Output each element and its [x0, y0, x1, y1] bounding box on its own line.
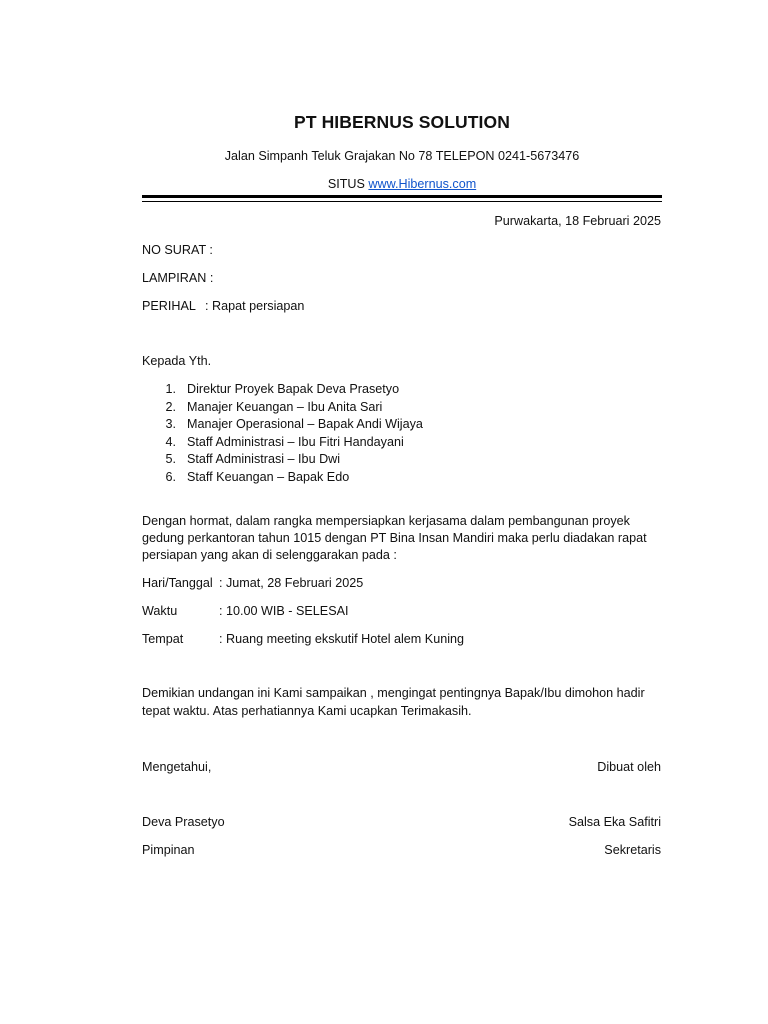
recipient-list — [142, 381, 423, 486]
waktu-value: : 10.00 WIB - SELESAI — [219, 604, 349, 618]
list-number: 5. — [165, 452, 176, 466]
lampiran: LAMPIRAN : — [142, 271, 214, 285]
list-text: Direktur Proyek Bapak Deva Prasetyo — [187, 382, 400, 396]
perihal-value: : Rapat persiapan — [205, 299, 305, 313]
list-item — [142, 469, 423, 487]
header-rule-thin — [142, 201, 662, 202]
list-number: 6. — [165, 469, 176, 484]
tempat-value: : Ruang meeting ekskutif Hotel alem Kuning — [219, 632, 465, 646]
list-text: Staff Administrasi – Ibu Dwi — [187, 452, 341, 466]
list-item — [142, 381, 423, 399]
signature-left-heading: Mengetahui, — [142, 760, 212, 774]
company-name: PT HIBERNUS SOLUTION — [294, 112, 510, 132]
body-line-1: Dengan hormat, dalam rangka mempersiapkan kerjasama dalam pembangunan proyek — [142, 514, 630, 528]
list-item — [142, 416, 423, 434]
body-line-3: persiapan yang akan di selenggarakan pada : — [142, 548, 397, 562]
greeting: Kepada Yth. — [142, 354, 212, 368]
list-text: Manajer Keuangan – Ibu Anita Sari — [187, 399, 383, 414]
perihal-label: PERIHAL — [142, 299, 196, 313]
list-text: Staff Keuangan – Bapak Edo — [187, 469, 350, 484]
header-rule-thick — [142, 195, 662, 198]
hari-value: : Jumat, 28 Februari 2025 — [219, 576, 364, 590]
hari-label: Hari/Tanggal — [142, 576, 213, 590]
list-text: Manajer Operasional – Bapak Andi Wijaya — [187, 417, 423, 431]
no-surat: NO SURAT : — [142, 243, 213, 257]
letter-date: Purwakarta, 18 Februari 2025 — [494, 214, 661, 228]
closing-line-2: tepat waktu. Atas perhatiannya Kami ucapkan Terimakasih. — [142, 704, 472, 718]
tempat-label: Tempat — [142, 632, 184, 646]
signature-left-name: Deva Prasetyo — [142, 815, 225, 829]
list-number: 1. — [165, 382, 176, 396]
list-number: 2. — [165, 399, 176, 414]
list-item — [142, 451, 423, 469]
list-number: 4. — [165, 434, 176, 449]
closing-line-1: Demikian undangan ini Kami sampaikan , mengingat pentingnya Bapak/Ibu dimohon hadir — [142, 686, 645, 700]
list-item — [142, 399, 423, 417]
list-text: Staff Administrasi – Ibu Fitri Handayani — [187, 434, 404, 449]
waktu-label: Waktu — [142, 604, 178, 618]
signature-left-title: Pimpinan — [142, 843, 195, 857]
signature-right-heading: Dibuat oleh — [597, 760, 661, 774]
list-item — [142, 434, 423, 452]
signature-right-name: Salsa Eka Safitri — [568, 815, 661, 829]
body-line-2: gedung perkantoran tahun 1015 dengan PT Bina Insan Mandiri maka perlu diadakan rapat — [142, 531, 647, 545]
signature-right-title: Sekretaris — [604, 843, 661, 857]
company-website-line — [0, 177, 768, 191]
website-link[interactable]: www.Hibernus.com — [368, 177, 477, 191]
list-number: 3. — [165, 417, 176, 431]
website-label: SITUS — [327, 177, 369, 191]
company-address: Jalan Simpanh Teluk Grajakan No 78 TELEPON 0241-5673476 — [224, 149, 580, 163]
